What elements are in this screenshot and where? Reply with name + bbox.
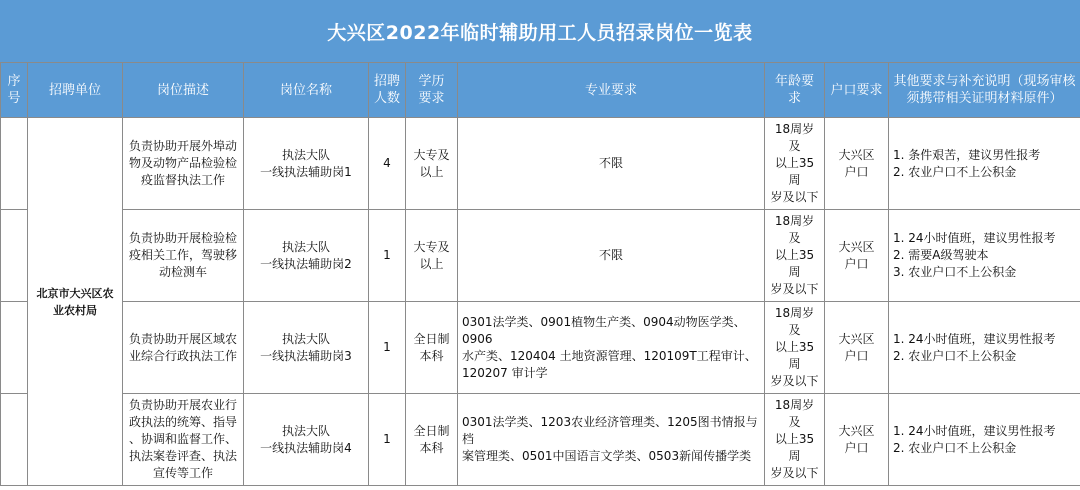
desc-cell: 负责协助开展区域农 业综合行政执法工作 (123, 302, 244, 394)
major-cell: 不限 (458, 118, 765, 210)
desc-cell: 负责协助开展外埠动 物及动物产品检验检 疫监督执法工作 (123, 118, 244, 210)
header-name: 岗位名称 (244, 63, 369, 118)
header-edu: 学历 要求 (406, 63, 458, 118)
age-cell: 18周岁及 以上35周 岁及以下 (765, 394, 825, 486)
table-row (1, 302, 1080, 394)
edu-cell: 全日制 本科 (406, 302, 458, 394)
header-age: 年龄要求 (765, 63, 825, 118)
hukou-cell: 大兴区 户口 (825, 302, 889, 394)
other-cell: 1. 条件艰苦，建议男性报考 2. 农业户口不上公积金 (889, 118, 1080, 210)
edu-cell: 大专及 以上 (406, 118, 458, 210)
positions-table (0, 62, 1080, 486)
age-cell: 18周岁及 以上35周 岁及以下 (765, 210, 825, 302)
position-name-cell: 执法大队 一线执法辅助岗1 (244, 118, 369, 210)
desc-cell: 负责协助开展检验检 疫相关工作，驾驶移 动检测车 (123, 210, 244, 302)
count-cell: 1 (369, 210, 406, 302)
seq-cell (1, 210, 28, 302)
header-desc: 岗位描述 (123, 63, 244, 118)
other-cell: 1. 24小时值班，建议男性报考 2. 农业户口不上公积金 (889, 394, 1080, 486)
header-row (1, 63, 1080, 118)
edu-cell: 全日制 本科 (406, 394, 458, 486)
other-cell: 1. 24小时值班，建议男性报考 2. 农业户口不上公积金 (889, 302, 1080, 394)
major-cell: 0301法学类、0901植物生产类、0904动物医学类、0906 水产类、120404 土地资源管理、120109T工程审计、 120207 审计学 (458, 302, 765, 394)
hukou-cell: 大兴区 户口 (825, 118, 889, 210)
count-cell: 1 (369, 302, 406, 394)
seq-cell (1, 394, 28, 486)
count-cell: 1 (369, 394, 406, 486)
header-other: 其他要求与补充说明（现场审核 须携带相关证明材料原件） (889, 63, 1080, 118)
age-cell: 18周岁及 以上35周 岁及以下 (765, 118, 825, 210)
table-row (1, 118, 1080, 210)
header-unit: 招聘单位 (28, 63, 123, 118)
major-cell: 不限 (458, 210, 765, 302)
count-cell: 4 (369, 118, 406, 210)
seq-cell (1, 118, 28, 210)
table-row (1, 210, 1080, 302)
position-name-cell: 执法大队 一线执法辅助岗4 (244, 394, 369, 486)
hukou-cell: 大兴区 户口 (825, 394, 889, 486)
desc-cell: 负责协助开展农业行 政执法的统筹、指导 、协调和监督工作、 执法案卷评查、执法 宣传等工作 (123, 394, 244, 486)
header-seq: 序 号 (1, 63, 28, 118)
age-cell: 18周岁及 以上35周 岁及以下 (765, 302, 825, 394)
header-hukou: 户口要求 (825, 63, 889, 118)
table-row (1, 394, 1080, 486)
unit-cell: 北京市大兴区农 业农村局 (28, 118, 123, 486)
major-cell: 0301法学类、1203农业经济管理类、1205图书情报与档 案管理类、0501中国语言文学类、0503新闻传播学类 (458, 394, 765, 486)
position-name-cell: 执法大队 一线执法辅助岗3 (244, 302, 369, 394)
header-major: 专业要求 (458, 63, 765, 118)
hukou-cell: 大兴区 户口 (825, 210, 889, 302)
edu-cell: 大专及 以上 (406, 210, 458, 302)
position-name-cell: 执法大队 一线执法辅助岗2 (244, 210, 369, 302)
document-title: 大兴区2022年临时辅助用工人员招录岗位一览表 (0, 0, 1080, 62)
other-cell: 1. 24小时值班，建议男性报考 2. 需要A级驾驶本 3. 农业户口不上公积金 (889, 210, 1080, 302)
header-count: 招聘 人数 (369, 63, 406, 118)
seq-cell (1, 302, 28, 394)
